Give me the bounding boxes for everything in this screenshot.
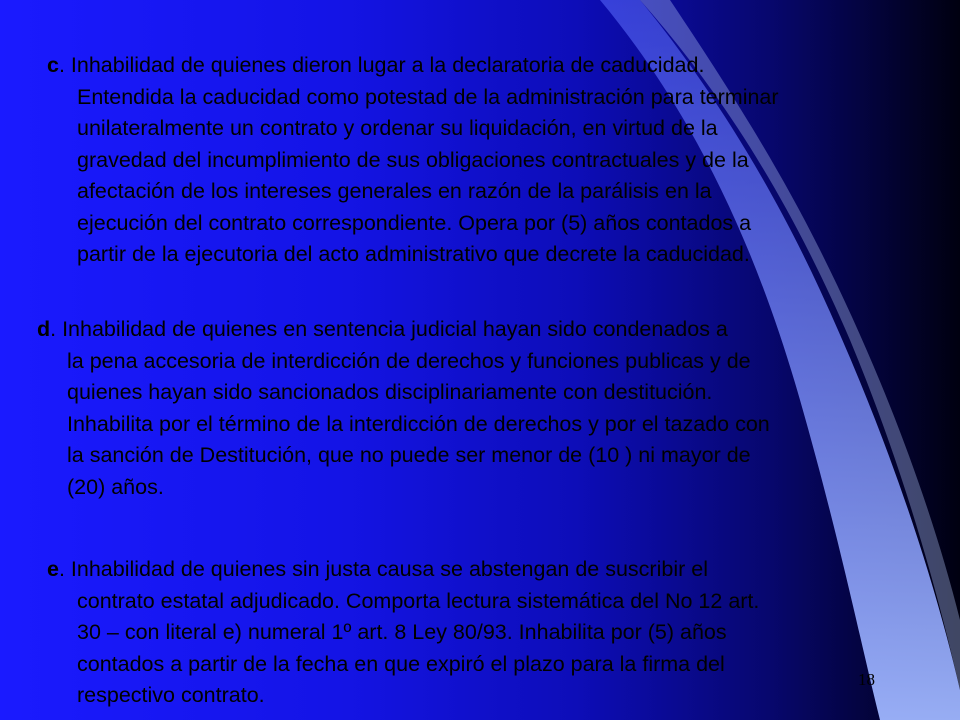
paragraph-c-lead: c — [47, 53, 59, 77]
paragraph-d-line-4: Inhabilita por el término de la interdicción de derechos y por el tazado con — [67, 411, 770, 436]
paragraph-e-line-2: contrato estatal adjudicado. Comporta lectura sistemática del No 12 art. — [77, 588, 760, 613]
paragraph-e-line-5: respectivo contrato. — [77, 683, 265, 707]
paragraph-d — [37, 314, 770, 503]
paragraph-e-line-4: contados a partir de la fecha en que expiró el plazo para la firma del — [77, 651, 725, 676]
paragraph-c-line-2: Entendida la caducidad como potestad de la administración para terminar — [77, 84, 779, 109]
paragraph-c-line-6: ejecución del contrato correspondiente. Opera por (5) años contados a — [77, 210, 752, 235]
paragraph-c-line-5: afectación de los intereses generales en razón de la parálisis en la — [77, 179, 712, 203]
paragraph-d-line-5: la sanción de Destitución, que no puede ser menor de (10 ) ni mayor de — [67, 443, 751, 467]
paragraph-e-line-1: e. Inhabilidad de quienes sin justa causa se abstengan de suscribir el — [47, 557, 708, 581]
paragraph-d-line-1: d. Inhabilidad de quienes en sentencia judicial hayan sido condenados a — [37, 317, 728, 341]
slide-number: 18 — [858, 670, 875, 689]
paragraph-c-line-3: unilateralmente un contrato y ordenar su liquidación, en virtud de la — [77, 116, 718, 140]
paragraph-e — [47, 554, 759, 712]
paragraph-c — [47, 50, 779, 271]
paragraph-d-line-3: quienes hayan sido sancionados disciplinariamente con destitución. — [67, 380, 713, 404]
paragraph-e-lead: e — [47, 557, 59, 581]
paragraph-e-line-3: 30 – con literal e) numeral 1º art. 8 Ley 80/93. Inhabilita por (5) años — [77, 620, 727, 644]
paragraph-c-line-1: c. Inhabilidad de quienes dieron lugar a la declaratoria de caducidad. — [47, 53, 705, 77]
paragraph-d-line-2: la pena accesoria de interdicción de derechos y funciones publicas y de — [67, 348, 751, 373]
paragraph-d-lead: d — [37, 317, 51, 341]
paragraph-d-line-6: (20) años. — [67, 474, 164, 499]
paragraph-c-line-4: gravedad del incumplimiento de sus obligaciones contractuales y de la — [77, 147, 749, 172]
paragraph-c-line-7: partir de la ejecutoria del acto administrativo que decrete la caducidad. — [77, 242, 750, 266]
